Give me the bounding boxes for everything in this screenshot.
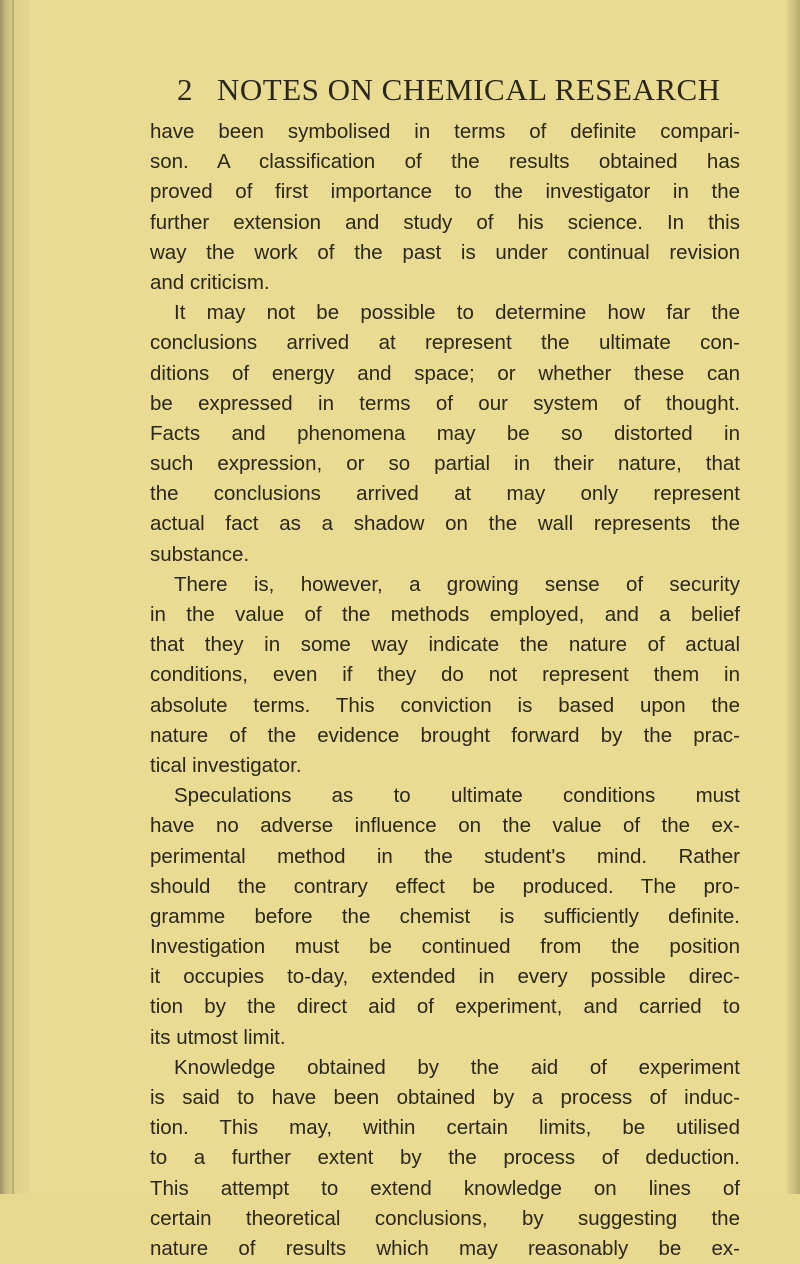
text-line: and criticism. xyxy=(150,270,270,294)
text-line: Facts and phenomena may be so distorted in xyxy=(150,421,740,445)
text-line: it occupies to-day, extended in every possible direc- xyxy=(150,965,740,989)
page-edge xyxy=(786,0,800,1194)
page-gutter xyxy=(0,0,30,1194)
text-line: tical investigator. xyxy=(150,753,302,777)
page-number: 2 xyxy=(177,72,193,107)
text-line: nature of the evidence brought forward by the prac- xyxy=(150,723,740,747)
text-line: that they in some way indicate the nature of actual xyxy=(150,633,740,657)
running-title: NOTES ON CHEMICAL RESEARCH xyxy=(217,72,721,107)
text-line: son. A classification of the results obtained has xyxy=(150,150,740,174)
text-line: have been symbolised in terms of definite compari- xyxy=(150,120,740,143)
text-line: should the contrary effect be produced. The pro- xyxy=(150,874,740,898)
text-line: ditions of energy and space; or whether these can xyxy=(150,361,740,385)
binding-line xyxy=(12,0,14,1194)
text-line: its utmost limit. xyxy=(150,1025,286,1049)
body-text xyxy=(150,117,740,1264)
text-line: tion. This may, within certain limits, be utilised xyxy=(150,1116,740,1140)
text-line: Investigation must be continued from the position xyxy=(150,935,740,959)
text-line: is said to have been obtained by a process of induc- xyxy=(150,1086,740,1109)
text-line: gramme before the chemist is sufficiently definite. xyxy=(150,904,740,928)
text-line: nature of results which may reasonably be ex- xyxy=(150,1236,740,1260)
text-line: Knowledge obtained by the aid of experiment xyxy=(174,1055,740,1079)
text-line: the conclusions arrived at may only represent xyxy=(150,482,740,506)
running-header xyxy=(177,72,737,108)
text-line: There is, however, a growing sense of security xyxy=(174,572,740,596)
text-line: such expression, or so partial in their nature, that xyxy=(150,452,740,476)
text-line: Speculations as to ultimate conditions must xyxy=(174,784,740,808)
text-line: conditions, even if they do not represent them in xyxy=(150,663,740,687)
text-line: to a further extent by the process of deduction. xyxy=(150,1146,740,1170)
text-line: tion by the direct aid of experiment, and carried to xyxy=(150,995,740,1019)
text-line: absolute terms. This conviction is based upon the xyxy=(150,693,740,717)
text-line: have no adverse influence on the value of the ex- xyxy=(150,814,740,838)
text-line: substance. xyxy=(150,542,250,566)
text-line: perimental method in the student's mind. Rather xyxy=(150,844,740,868)
text-line: certain theoretical conclusions, by suggesting the xyxy=(150,1206,740,1230)
text-line: be expressed in terms of our system of thought. xyxy=(150,391,740,415)
text-line: conclusions arrived at represent the ultimate con- xyxy=(150,331,740,355)
text-line: way the work of the past is under continual revision xyxy=(150,240,740,264)
text-line: further extension and study of his science. In this xyxy=(150,210,740,234)
text-line: It may not be possible to determine how far the xyxy=(174,301,740,325)
text-line: This attempt to extend knowledge on lines of xyxy=(150,1176,740,1200)
text-line: proved of first importance to the investigator in the xyxy=(150,180,740,204)
text-line: in the value of the methods employed, and a belief xyxy=(150,603,740,626)
text-line: actual fact as a shadow on the wall represents the xyxy=(150,512,740,536)
